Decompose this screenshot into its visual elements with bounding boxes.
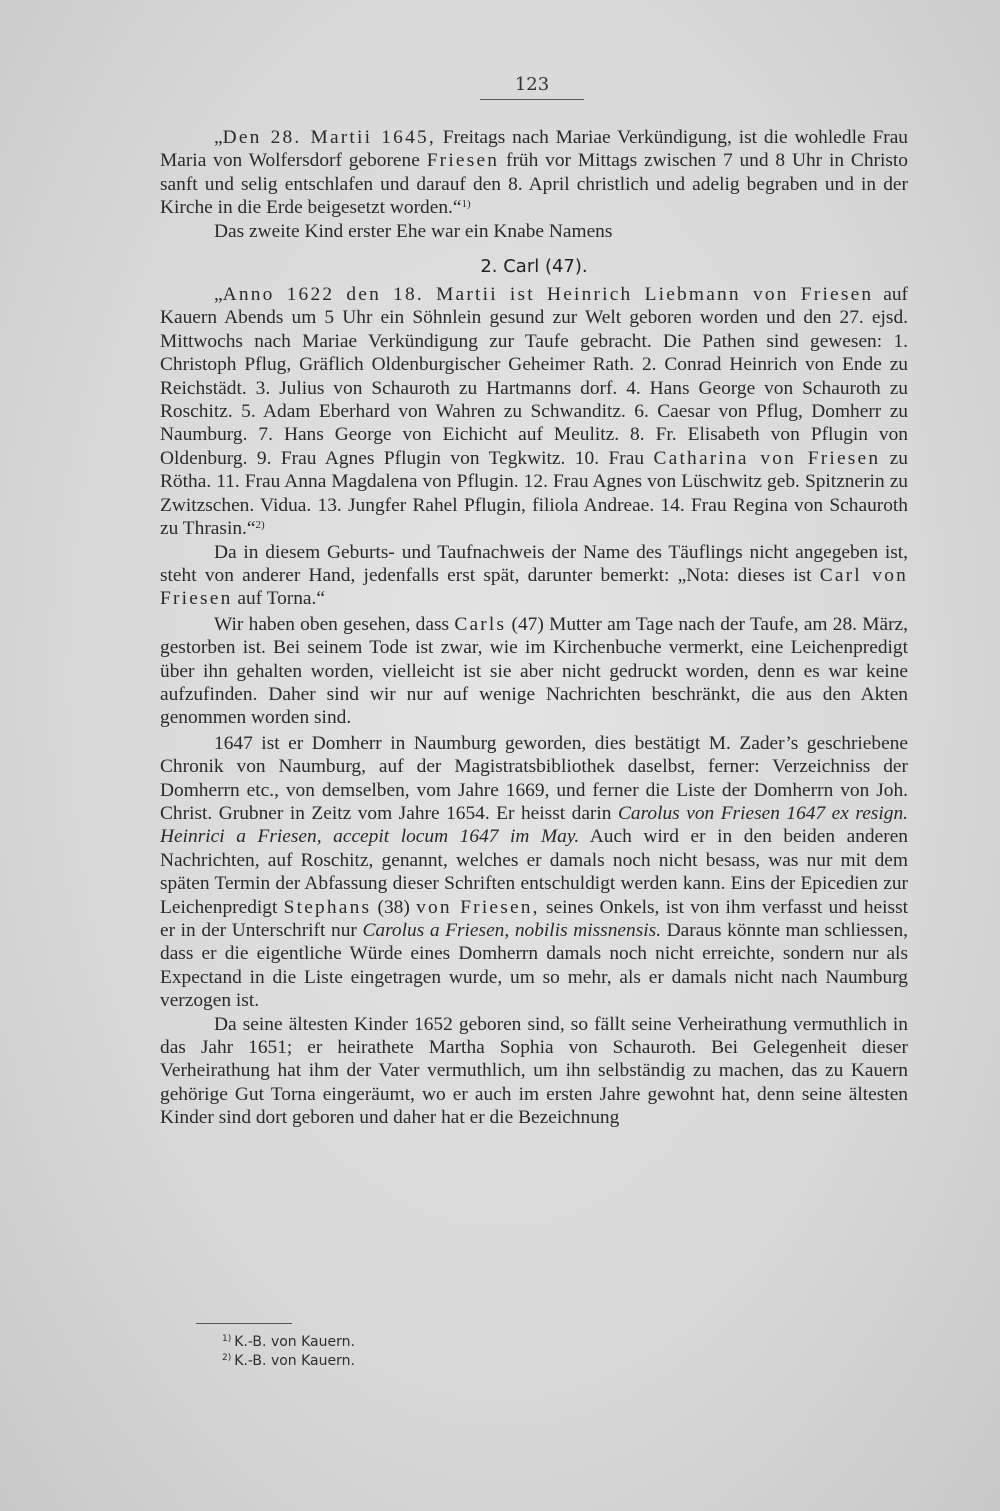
footnote-2 <box>222 1352 622 1371</box>
paragraph-text: (47) Mutter am Tage nach der Taufe, am 28. März, gestorben ist. Bei seinem Tode ist zwar, wie im Kirchenbuche vermerkt, eine Leichenpredigt über ihn gehalten worden, vielleicht ist sie aber nicht gedruckt worden, denn es war keine aufzufinden. Daher sind wir nur auf wenige Nachrichten beschränkt, die aus den Akten genommen worden sind. <box>160 613 909 729</box>
footnote-ref-1: 1) <box>461 198 471 211</box>
paragraph-text: zu Rötha. 11. Frau Anna Magdalena von Pflugin. 12. Frau Agnes von Lüschwitz geb. Spitznerin zu Zwitzschen. Vidua. 13. Jungfer Rahel Pflugin, filiola Andreae. 14. Frau Regina von Schauroth zu Thrasin.“ <box>160 447 908 540</box>
spaced-name: Catharina von Friesen <box>653 447 881 469</box>
paragraph-mother-death <box>160 613 908 730</box>
paragraph-marriage: Da seine ältesten Kinder 1652 geboren sind, so fällt seine Verheirathung vermuthlich in das Jahr 1651; er heirathete Martha Sophia von Schauroth. Bei Gelegenheit dieser Verheirathung hat ihm der Vater vermuthlich, um ihn selbständig zu machen, das zu Kauern gehörige Gut Torna eingeräumt, wo er auch im ersten Jahre gewohnt hat, denn seine ältesten Kinder sind dort geboren und daher hat er die Bezeichnung <box>160 1013 908 1129</box>
spaced-name: von Friesen, <box>416 896 540 918</box>
paragraph-text: (38) <box>371 896 417 918</box>
paragraph-text: Freitags nach Mariae Verkündigung, ist die wohledle Frau Maria von Wolfersdorf geborene <box>160 127 908 172</box>
open-quote: „ <box>214 127 223 148</box>
footnote-text: K.-B. von Kauern. <box>234 1334 355 1350</box>
spaced-text: Anno 1622 den 18. Martii ist Heinrich Liebmann von Friesen <box>222 284 874 306</box>
paragraph-second-child: Das zweite Kind erster Ehe war ein Knabe Namens <box>214 220 613 242</box>
spaced-name: Friesen <box>426 150 500 172</box>
footnote-text: K.-B. von Kauern. <box>234 1353 355 1369</box>
spaced-name: Carls <box>454 613 507 635</box>
footnotes <box>222 1333 622 1371</box>
paragraph-text: Auch wird er in den beiden anderen Nachrichten, auf Roschitz, genannt, welches er damals noch nicht besass, was nur mit dem späten Termin der Abfassung dieser Schriften entschuldigt werden kann. Eins der Epicedien zur Leichenpredigt <box>160 826 908 918</box>
paragraph-text: Da in diesem Geburts- und Taufnachweis der Name des Täuflings nicht angegeben ist, steht von anderer Hand, jedenfalls erst spät, darunter bemerkt: „Nota: dieses ist <box>160 541 908 586</box>
footnote-rule <box>196 1323 292 1324</box>
paragraph-domherr <box>160 732 908 1013</box>
spaced-name: Stephans <box>283 896 372 918</box>
open-quote: „ <box>214 284 223 306</box>
italic-quote: Carolus a Friesen, nobilis missnensis. <box>362 920 662 941</box>
footnote-ref-2: 2) <box>255 519 265 532</box>
footnote-1 <box>222 1333 622 1352</box>
paragraph-text: 1647 ist er Domherr in Naumburg geworden, dies bestätigt M. Zader’s geschriebene Chronik von Naumburg, auf der Magistratsbibliothek daselbst, ferner: Verzeichniss der Domherrn etc., von demselben, vom Jahre 1669, und ferner die Liste der Domherrn von Joh. Christ. Grubner in Zeitz vom Jahre 1654. Er heisst darin <box>160 732 908 824</box>
body-text <box>160 126 908 1130</box>
spaced-text: Den 28. Martii 1645, <box>222 127 436 148</box>
paragraph-death-record <box>160 126 908 220</box>
page-number: 123 <box>514 74 550 95</box>
paragraph-nota <box>160 541 908 611</box>
paragraph-birth-record <box>160 283 908 540</box>
spaced-name: Carl von Friesen <box>160 564 908 610</box>
paragraph-text: auf Torna.“ <box>232 588 325 610</box>
footnote-mark: 2) <box>222 1353 232 1363</box>
paragraph-text: auf Kauern Abends um 5 Uhr ein Söhnlein gesund zur Welt geboren worden und den 27. ejsd. Mittwochs nach Mariae Verkündigung zur Taufe gebracht. Die Pathen sind gewesen: 1. Christoph Pflug, Gräflich Oldenburgischer Geheimer Rath. 2. Conrad Heinrich von Ende zu Reichstädt. 3. Julius von Schauroth zu Hartmanns dorf. 4. Hans George von Schauroth zu Roschitz. 5. Adam Eberhard von Wahren zu Schwanditz. 6. Caesar von Pflug, Domherr zu Naumburg. 7. Hans George von Eichicht auf Meulitz. 8. Fr. Elisabeth von Pflugin von Oldenburg. 9. Frau Agnes Pflugin von Tegkwitz. 10. Frau <box>160 284 908 469</box>
paragraph-text: früh vor Mittags zwischen 7 und 8 Uhr in Christo sanft und selig entschlafen und darauf den 8. April christlich und adelig begraben und in der Kirche in die Erde beigesetzt worden.“ <box>160 150 908 219</box>
section-heading: 2. Carl (47). <box>480 256 588 278</box>
paragraph-text: Wir haben oben gesehen, dass <box>214 613 455 635</box>
footnote-mark: 1) <box>222 1334 232 1344</box>
paragraph-text: seines Onkels, ist von ihm verfasst und heisst er in der Unterschrift nur <box>160 896 909 941</box>
paragraph-text: Daraus könnte man schliessen, dass er die eigentliche Würde eines Domherrn damals noch nicht erreichte, sondern nur als Expectand in die Liste eingetragen wurde, um so mehr, als er damals nicht nach Naumburg verzogen ist. <box>160 920 909 1012</box>
header-rule <box>480 99 584 100</box>
italic-quote: Carolus von Friesen 1647 ex resign. Heinrici a Friesen, accepit locum 1647 im May. <box>160 802 908 848</box>
